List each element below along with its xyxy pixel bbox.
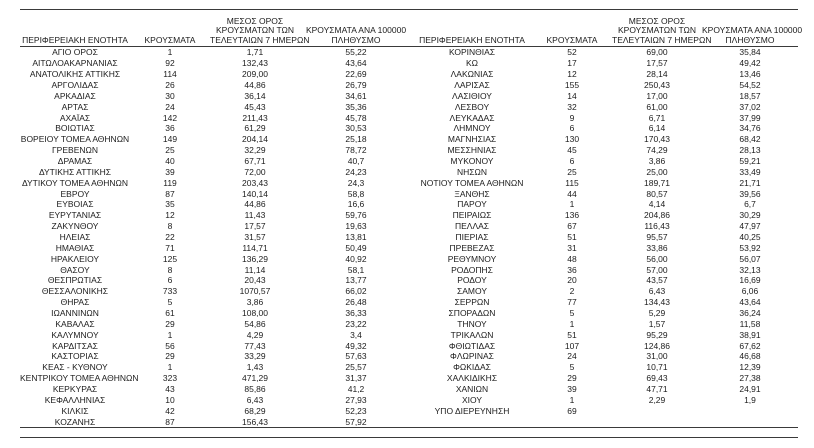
- cases-cell: 25: [567, 166, 577, 177]
- per100k-cell: 36,24: [739, 308, 761, 319]
- avg7-cell: 61,29: [244, 123, 266, 134]
- cases-cell: 26: [165, 80, 175, 90]
- cases-cell: 5: [167, 297, 173, 308]
- per100k-cell: 25,57: [345, 362, 367, 373]
- per100k-cell: 33,49: [739, 166, 761, 177]
- per100k-cell: 46,68: [739, 351, 761, 362]
- cases-cell: 6: [569, 123, 575, 134]
- cases-cell: 107: [564, 340, 580, 351]
- avg7-cell: 1,57: [648, 318, 666, 329]
- avg7-cell: 2,29: [648, 394, 666, 405]
- per100k-cell: 32,13: [739, 264, 761, 275]
- avg7-cell: 203,43: [242, 177, 268, 188]
- region-cell: ΣΠΟΡΑΔΩΝ: [448, 308, 496, 319]
- region-cell: ΔΥΤΙΚΗΣ ΑΤΤΙΚΗΣ: [38, 166, 112, 177]
- per100k-cell: 37,02: [739, 101, 761, 112]
- per100k-cell: 66,02: [345, 286, 367, 297]
- cases-cell: 92: [165, 58, 175, 69]
- per100k-cell: 40,25: [739, 232, 761, 243]
- table-bottom-rule: [20, 437, 798, 438]
- per100k-cell: 24,91: [739, 384, 761, 395]
- per100k-cell: 16,6: [347, 199, 365, 210]
- cases-cell: 24: [165, 101, 175, 112]
- per100k-cell: 22,69: [345, 69, 367, 80]
- per100k-cell: 52,23: [345, 405, 367, 416]
- cases-cell: 12: [165, 210, 175, 221]
- region-cell: ΑΓΙΟ ΟΡΟΣ: [52, 47, 98, 58]
- region-cell: ΛΑΡΙΣΑΣ: [454, 80, 490, 90]
- region-cell: ΡΕΘΥΜΝΟΥ: [447, 253, 497, 264]
- column-header-region-left: ΠΕΡΙΦΕΡΕΙΑΚΗ ΕΝΟΤΗΤΑ: [22, 34, 128, 45]
- avg7-cell: 17,57: [646, 58, 668, 69]
- cases-cell: 1: [569, 318, 575, 329]
- region-cell: ΑΡΤΑΣ: [61, 101, 89, 112]
- region-cell: ΜΥΚΟΝΟΥ: [450, 156, 494, 167]
- cases-cell: 36: [567, 264, 577, 275]
- cases-cell: 69: [567, 405, 577, 416]
- region-cell: ΔΥΤΙΚΟΥ ΤΟΜΕΑ ΑΘΗΝΩΝ: [21, 177, 129, 188]
- region-cell: ΛΑΣΙΘΙΟΥ: [452, 90, 492, 101]
- avg7-cell: 5,29: [648, 308, 666, 319]
- avg7-cell: 6,43: [246, 394, 264, 405]
- avg7-cell: 31,57: [244, 232, 266, 243]
- region-cell: ΑΝΑΤΟΛΙΚΗΣ ΑΤΤΙΚΗΣ: [29, 69, 121, 80]
- column-header-region-right: ΠΕΡΙΦΕΡΕΙΑΚΗ ΕΝΟΤΗΤΑ: [419, 34, 525, 45]
- avg7-cell: 47,71: [646, 384, 668, 395]
- region-cell: ΦΛΩΡΙΝΑΣ: [450, 351, 494, 362]
- cases-cell: 87: [165, 416, 175, 427]
- cases-cell: 17: [567, 58, 577, 69]
- per100k-cell: 1,9: [744, 394, 756, 405]
- avg7-cell: 156,43: [242, 416, 268, 427]
- region-cell: ΣΕΡΡΩΝ: [454, 297, 490, 308]
- column-header-avg7-right: ΜΕΣΟΣ ΟΡΟΣ ΚΡΟΥΣΜΑΤΩΝ ΤΩΝ ΤΕΛΕΥΤΑΙΩΝ 7 ΗΜΕΡΩΝ: [612, 15, 712, 45]
- avg7-cell: 114,71: [242, 242, 268, 253]
- per100k-cell: 36,33: [345, 308, 367, 319]
- avg7-cell: 31,00: [646, 351, 668, 362]
- per100k-cell: 43,64: [739, 297, 761, 308]
- region-cell: ΝΗΣΩΝ: [456, 166, 488, 177]
- avg7-cell: 140,14: [242, 188, 268, 199]
- region-cell: ΕΥΒΟΙΑΣ: [56, 199, 94, 210]
- cases-cell: 155: [564, 80, 580, 90]
- per100k-cell: 18,57: [739, 90, 761, 101]
- region-cell: ΛΗΜΝΟΥ: [453, 123, 491, 134]
- region-cell: ΜΕΣΣΗΝΙΑΣ: [447, 145, 497, 156]
- per100k-cell: 27,93: [345, 394, 367, 405]
- cases-cell: 25: [165, 145, 175, 156]
- per100k-cell: 38,91: [739, 329, 761, 340]
- per100k-cell: 34,61: [345, 90, 367, 101]
- cases-cell: 5: [569, 308, 575, 319]
- column-header-cases-right: ΚΡΟΥΣΜΑΤΑ: [546, 34, 598, 45]
- per100k-cell: 67,62: [739, 340, 761, 351]
- per100k-cell: 39,56: [739, 188, 761, 199]
- avg7-cell: 95,57: [646, 232, 668, 243]
- cases-cell: 35: [165, 199, 175, 210]
- per100k-cell: 3,4: [350, 329, 362, 340]
- per100k-cell: 78,72: [345, 145, 367, 156]
- cases-cell: 52: [567, 47, 577, 58]
- avg7-cell: 25,00: [646, 166, 668, 177]
- region-cell: ΚΕΝΤΡΙΚΟΥ ΤΟΜΕΑ ΑΘΗΝΩΝ: [20, 373, 139, 384]
- avg7-cell: 44,86: [244, 199, 266, 210]
- cases-cell: 39: [567, 384, 577, 395]
- per100k-cell: 49,32: [345, 340, 367, 351]
- cases-cell: 45: [567, 145, 577, 156]
- avg7-cell: 132,43: [242, 58, 268, 69]
- per100k-cell: 53,92: [739, 242, 761, 253]
- avg7-cell: 3,86: [648, 156, 666, 167]
- avg7-cell: 44,86: [244, 80, 266, 90]
- region-cell: ΝΟΤΙΟΥ ΤΟΜΕΑ ΑΘΗΝΩΝ: [420, 177, 524, 188]
- per100k-cell: 26,79: [345, 80, 367, 90]
- avg7-cell: 136,29: [242, 253, 268, 264]
- per100k-cell: 34,76: [739, 123, 761, 134]
- region-cell: ΒΟΙΩΤΙΑΣ: [55, 123, 95, 134]
- avg7-cell: 54,86: [244, 318, 266, 329]
- region-cell: ΗΡΑΚΛΕΙΟΥ: [50, 253, 100, 264]
- region-cell: ΘΕΣΣΑΛΟΝΙΚΗΣ: [41, 286, 109, 297]
- cases-cell: 14: [567, 90, 577, 101]
- per100k-cell: 31,37: [345, 373, 367, 384]
- cases-cell: 44: [567, 188, 577, 199]
- per100k-cell: 13,77: [345, 275, 367, 286]
- cases-cell: 51: [567, 329, 577, 340]
- avg7-cell: 56,00: [646, 253, 668, 264]
- region-cell: ΔΡΑΜΑΣ: [57, 156, 93, 167]
- cases-cell: 42: [165, 405, 175, 416]
- per100k-cell: 6,7: [744, 199, 756, 210]
- region-cell: ΡΟΔΟΠΗΣ: [451, 264, 493, 275]
- region-cell: ΑΡΓΟΛΙΔΑΣ: [51, 80, 99, 90]
- cases-cell: 29: [165, 318, 175, 329]
- per100k-cell: 59,21: [739, 156, 761, 167]
- per100k-cell: 58,8: [347, 188, 365, 199]
- per100k-cell: 40,92: [345, 253, 367, 264]
- cases-cell: 733: [162, 286, 178, 297]
- per100k-cell: 30,53: [345, 123, 367, 134]
- region-cell: ΚΕΦΑΛΛΗΝΙΑΣ: [44, 394, 106, 405]
- incidence-table: [20, 9, 803, 438]
- per100k-cell: 37,99: [739, 112, 761, 123]
- region-cell: ΙΩΑΝΝΙΝΩΝ: [51, 308, 99, 319]
- region-cell: ΞΑΝΘΗΣ: [454, 188, 490, 199]
- avg7-cell: 108,00: [242, 308, 268, 319]
- region-cell: ΘΑΣΟΥ: [60, 264, 90, 275]
- avg7-cell: 69,00: [646, 47, 668, 58]
- avg7-cell: 77,43: [244, 340, 266, 351]
- per100k-cell: 40,7: [347, 156, 365, 167]
- avg7-cell: 1,43: [246, 362, 264, 373]
- cases-cell: 56: [165, 340, 175, 351]
- region-cell: ΕΒΡΟΥ: [60, 188, 90, 199]
- region-cell: ΚΑΣΤΟΡΙΑΣ: [51, 351, 99, 362]
- cases-cell: 8: [167, 264, 173, 275]
- region-cell: ΤΗΝΟΥ: [457, 318, 487, 329]
- per100k-cell: 59,76: [345, 210, 367, 221]
- avg7-cell: 211,43: [242, 112, 268, 123]
- cases-cell: 40: [165, 156, 175, 167]
- avg7-cell: 471,29: [242, 373, 268, 384]
- cases-cell: 6: [569, 156, 575, 167]
- region-cell: ΦΘΙΩΤΙΔΑΣ: [448, 340, 496, 351]
- cases-cell: 323: [162, 373, 178, 384]
- avg7-cell: 189,71: [644, 177, 670, 188]
- region-cell: ΚΕΑΣ - ΚΥΘΝΟΥ: [42, 362, 108, 373]
- avg7-cell: 250,43: [644, 80, 670, 90]
- avg7-cell: 67,71: [244, 156, 266, 167]
- region-cell: ΚΑΡΔΙΤΣΑΣ: [52, 340, 98, 351]
- cases-cell: 77: [567, 297, 577, 308]
- table-body: [20, 47, 798, 428]
- column-header-cases-left: ΚΡΟΥΣΜΑΤΑ: [144, 34, 196, 45]
- cases-cell: 31: [567, 242, 577, 253]
- avg7-cell: 4,14: [648, 199, 666, 210]
- region-cell: ΥΠΟ ΔΙΕΡΕΥΝΗΣΗ: [434, 405, 510, 416]
- region-cell: ΕΥΡΥΤΑΝΙΑΣ: [48, 210, 102, 221]
- avg7-cell: 204,14: [242, 134, 268, 145]
- avg7-cell: 33,86: [646, 242, 668, 253]
- cases-cell: 22: [165, 232, 175, 243]
- region-cell: ΑΧΑΪΑΣ: [59, 112, 91, 123]
- region-cell: ΚΑΒΑΛΑΣ: [55, 318, 95, 329]
- avg7-cell: 20,43: [244, 275, 266, 286]
- per100k-cell: 26,48: [345, 297, 367, 308]
- avg7-cell: 36,14: [244, 90, 266, 101]
- avg7-cell: 43,57: [646, 275, 668, 286]
- per100k-cell: 56,07: [739, 253, 761, 264]
- cases-cell: 115: [565, 177, 579, 188]
- cases-cell: 1: [167, 362, 173, 373]
- cases-cell: 142: [162, 112, 178, 123]
- cases-cell: 39: [165, 166, 175, 177]
- region-cell: ΡΟΔΟΥ: [457, 275, 487, 286]
- avg7-cell: 1,71: [246, 47, 264, 58]
- avg7-cell: 1070,57: [239, 286, 271, 297]
- region-cell: ΚΕΡΚΥΡΑΣ: [52, 384, 98, 395]
- per100k-cell: 25,18: [345, 134, 367, 145]
- avg7-cell: 11,14: [244, 264, 266, 275]
- region-cell: ΠΡΕΒΕΖΑΣ: [449, 242, 495, 253]
- cases-cell: 30: [165, 90, 175, 101]
- avg7-cell: 45,43: [244, 101, 266, 112]
- cases-cell: 29: [165, 351, 175, 362]
- per100k-cell: 55,22: [345, 47, 367, 58]
- cases-cell: 136: [564, 210, 580, 221]
- region-cell: ΠΕΛΛΑΣ: [454, 221, 490, 232]
- cases-cell: 6: [167, 275, 173, 286]
- per100k-cell: 35,36: [345, 101, 367, 112]
- cases-cell: 71: [165, 242, 175, 253]
- avg7-cell: 209,00: [242, 69, 268, 80]
- column-header-per100k-right: ΚΡΟΥΣΜΑΤΑ ΑΝΑ 100000 ΠΛΗΘΥΣΜΟ: [702, 25, 803, 45]
- per100k-cell: 50,49: [345, 242, 367, 253]
- avg7-cell: 6,43: [648, 286, 666, 297]
- cases-cell: 1: [569, 199, 575, 210]
- avg7-cell: 69,43: [646, 373, 668, 384]
- region-cell: ΛΑΚΩΝΙΑΣ: [450, 69, 494, 80]
- table-header-row: [20, 9, 803, 47]
- per100k-cell: 58,1: [347, 264, 365, 275]
- cases-cell: 36: [165, 123, 175, 134]
- avg7-cell: 57,00: [646, 264, 668, 275]
- region-cell: ΑΙΤΩΛΟΑΚΑΡΝΑΝΙΑΣ: [32, 58, 118, 69]
- per100k-cell: 49,42: [739, 58, 761, 69]
- cases-cell: 149: [162, 134, 178, 145]
- cases-cell: 119: [163, 177, 177, 188]
- cases-cell: 1: [569, 394, 575, 405]
- avg7-cell: 33,29: [244, 351, 266, 362]
- avg7-cell: 116,43: [644, 221, 670, 232]
- region-cell: ΧΑΛΚΙΔΙΚΗΣ: [446, 373, 498, 384]
- cases-cell: 10: [165, 394, 175, 405]
- per100k-cell: 24,3: [347, 177, 365, 188]
- region-cell: ΛΕΥΚΑΔΑΣ: [449, 112, 495, 123]
- avg7-cell: 74,29: [646, 145, 668, 156]
- column-header-per100k-left: ΚΡΟΥΣΜΑΤΑ ΑΝΑ 100000 ΠΛΗΘΥΣΜΟ: [305, 25, 407, 45]
- avg7-cell: 134,43: [644, 297, 670, 308]
- region-cell: ΠΑΡΟΥ: [457, 199, 487, 210]
- cases-cell: 67: [567, 221, 577, 232]
- per100k-cell: 43,64: [345, 58, 367, 69]
- cases-cell: 20: [567, 275, 577, 286]
- per100k-cell: 57,92: [345, 416, 367, 427]
- cases-cell: 51: [567, 232, 577, 243]
- cases-cell: 130: [564, 134, 580, 145]
- avg7-cell: 95,29: [646, 329, 668, 340]
- cases-cell: 8: [167, 221, 173, 232]
- avg7-cell: 6,71: [648, 112, 666, 123]
- region-cell: ΛΕΣΒΟΥ: [454, 101, 490, 112]
- cases-cell: 43: [165, 384, 175, 395]
- per100k-cell: 45,78: [345, 112, 367, 123]
- avg7-cell: 17,57: [244, 221, 266, 232]
- per100k-cell: 23,22: [345, 318, 367, 329]
- cases-cell: 114: [163, 69, 177, 80]
- per100k-cell: 41,2: [347, 384, 365, 395]
- region-cell: ΤΡΙΚΑΛΩΝ: [450, 329, 494, 340]
- avg7-cell: 85,86: [244, 384, 266, 395]
- avg7-cell: 204,86: [644, 210, 670, 221]
- region-cell: ΚΑΛΥΜΝΟΥ: [51, 329, 99, 340]
- avg7-cell: 68,29: [244, 405, 266, 416]
- cases-cell: 125: [162, 253, 178, 264]
- cases-cell: 24: [567, 351, 577, 362]
- per100k-cell: 12,39: [739, 362, 761, 373]
- cases-cell: 32: [567, 101, 577, 112]
- cases-cell: 12: [567, 69, 577, 80]
- per100k-cell: 30,29: [739, 210, 761, 221]
- avg7-cell: 3,86: [246, 297, 264, 308]
- cases-cell: 9: [569, 112, 575, 123]
- region-cell: ΑΡΚΑΔΙΑΣ: [54, 90, 96, 101]
- per100k-cell: 47,97: [739, 221, 761, 232]
- per100k-cell: 68,42: [739, 134, 761, 145]
- region-cell: ΚΟΡΙΝΘΙΑΣ: [448, 47, 496, 58]
- region-cell: ΚΟΖΑΝΗΣ: [54, 416, 96, 427]
- per100k-cell: 6,06: [741, 286, 759, 297]
- per100k-cell: 19,63: [345, 221, 367, 232]
- avg7-cell: 124,86: [644, 340, 670, 351]
- per100k-cell: 13,46: [739, 69, 761, 80]
- per100k-cell: 13,81: [345, 232, 367, 243]
- column-header-avg7-left: ΜΕΣΟΣ ΟΡΟΣ ΚΡΟΥΣΜΑΤΩΝ ΤΩΝ ΤΕΛΕΥΤΑΙΩΝ 7 ΗΜΕΡΩΝ: [210, 15, 310, 45]
- region-cell: ΜΑΓΝΗΣΙΑΣ: [447, 134, 497, 145]
- cases-cell: 87: [165, 188, 175, 199]
- per100k-cell: 21,71: [739, 177, 761, 188]
- region-cell: ΧΑΝΙΩΝ: [455, 384, 489, 395]
- avg7-cell: 80,57: [646, 188, 668, 199]
- region-cell: ΚΙΛΚΙΣ: [61, 405, 89, 416]
- per100k-cell: 28,13: [739, 145, 761, 156]
- per100k-cell: 35,84: [739, 47, 761, 58]
- cases-cell: 5: [569, 362, 575, 373]
- avg7-cell: 4,29: [246, 329, 264, 340]
- avg7-cell: 17,00: [646, 90, 668, 101]
- region-cell: ΠΙΕΡΙΑΣ: [455, 232, 489, 243]
- avg7-cell: 61,00: [646, 101, 668, 112]
- avg7-cell: 10,71: [646, 362, 668, 373]
- per100k-cell: 27,38: [739, 373, 761, 384]
- region-cell: ΗΛΕΙΑΣ: [59, 232, 91, 243]
- cases-cell: 29: [567, 373, 577, 384]
- region-cell: ΦΩΚΙΔΑΣ: [453, 362, 491, 373]
- region-cell: ΖΑΚΥΝΘΟΥ: [51, 221, 99, 232]
- per100k-cell: 24,23: [345, 166, 367, 177]
- region-cell: ΘΕΣΠΡΩΤΙΑΣ: [47, 275, 103, 286]
- region-cell: ΘΗΡΑΣ: [60, 297, 90, 308]
- avg7-cell: 32,29: [244, 145, 266, 156]
- region-cell: ΠΕΙΡΑΙΩΣ: [452, 210, 492, 221]
- region-cell: ΣΑΜΟΥ: [456, 286, 487, 297]
- avg7-cell: 170,43: [644, 134, 670, 145]
- avg7-cell: 11,43: [244, 210, 266, 221]
- per100k-cell: 57,63: [345, 351, 367, 362]
- avg7-cell: 6,14: [648, 123, 666, 134]
- cases-cell: 1: [167, 329, 173, 340]
- cases-cell: 48: [567, 253, 577, 264]
- region-cell: ΒΟΡΕΙΟΥ ΤΟΜΕΑ ΑΘΗΝΩΝ: [20, 134, 130, 145]
- per100k-cell: 54,52: [739, 80, 761, 90]
- cases-cell: 2: [569, 286, 575, 297]
- region-cell: ΧΙΟΥ: [461, 394, 483, 405]
- per100k-cell: 11,58: [739, 318, 761, 329]
- per100k-cell: 16,69: [739, 275, 761, 286]
- cases-cell: 1: [167, 47, 173, 58]
- region-cell: ΓΡΕΒΕΝΩΝ: [52, 145, 98, 156]
- avg7-cell: 72,00: [244, 166, 266, 177]
- avg7-cell: 28,14: [646, 69, 668, 80]
- region-cell: ΗΜΑΘΙΑΣ: [55, 242, 95, 253]
- cases-cell: 61: [165, 308, 175, 319]
- region-cell: ΚΩ: [465, 58, 479, 69]
